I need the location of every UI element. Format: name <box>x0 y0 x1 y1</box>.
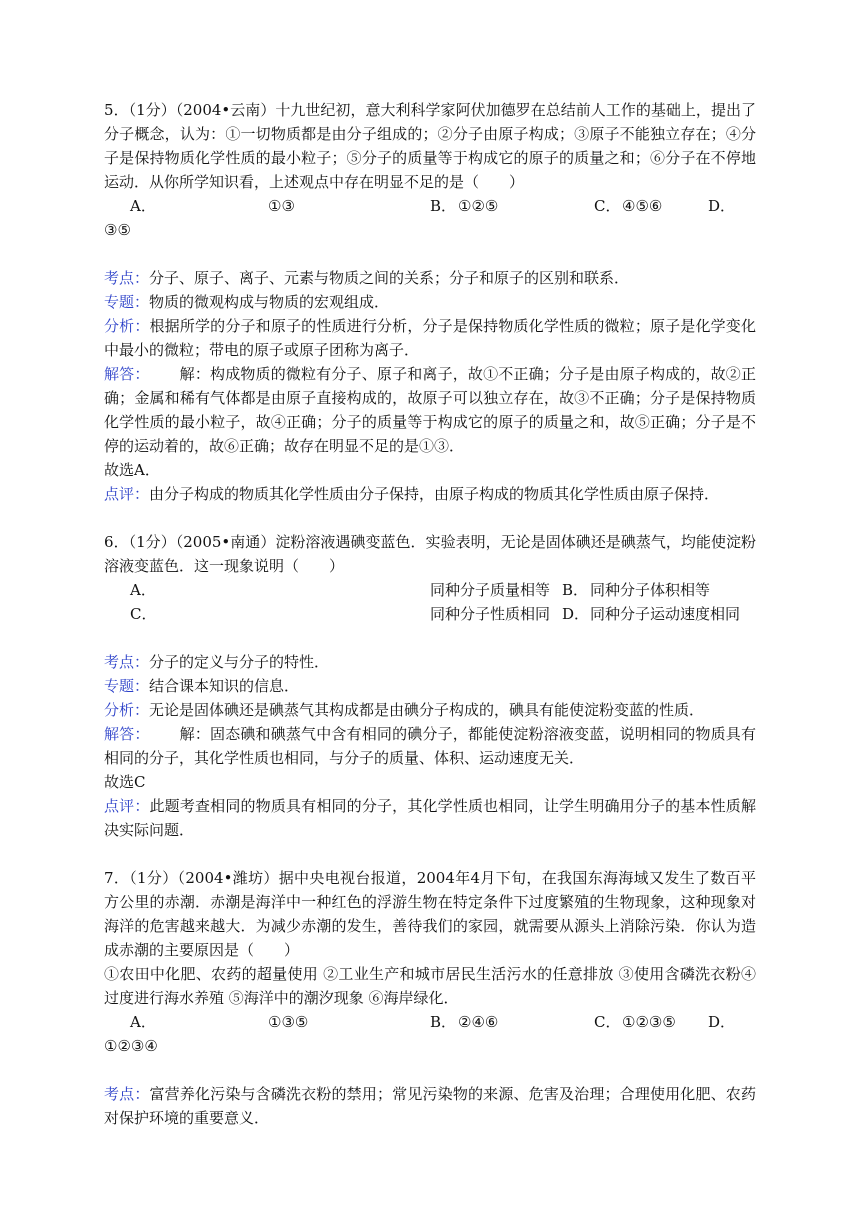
fenxi-label: 分析： <box>104 701 150 719</box>
option-b-label: B． <box>430 1013 457 1031</box>
fenxi-text: 无论是固体碘还是碘蒸气其构成都是由碘分子构成的，碘具有能使淀粉变蓝的性质． <box>149 701 705 719</box>
kaodian-label: 考点： <box>104 269 150 287</box>
dianping-label: 点评： <box>104 485 150 503</box>
question-6-options-row2 <box>104 602 756 626</box>
option-c: ①②③⑤ <box>622 1013 676 1031</box>
document-page <box>104 98 756 1130</box>
dianping-text: 由分子构成的物质其化学性质由分子保持，由原子构成的物质其化学性质由原子保持． <box>149 485 720 503</box>
q6-jieda <box>104 722 756 770</box>
q5-answer: 故选A． <box>104 461 160 479</box>
fenxi-text: 根据所学的分子和原子的性质进行分析，分子是保持物质化学性质的微粒；原子是化学变化中最小的微粒；带电的原子或原子团称为离子． <box>104 317 756 359</box>
question-6-stem: 6．（1分）（2005•南通）淀粉溶液遇碘变蓝色．实验表明，无论是固体碘还是碘蒸气，均能使淀粉溶液变蓝色．这一现象说明（ ） <box>104 533 756 575</box>
option-a-label: A． <box>130 1013 156 1031</box>
q5-fenxi <box>104 314 756 362</box>
option-c-label: C． <box>130 605 157 623</box>
option-d: ①②③④ <box>104 1037 158 1055</box>
question-5-options <box>104 194 756 218</box>
option-c: 同种分子性质相同 <box>430 605 551 623</box>
zhuanti-label: 专题： <box>104 677 150 695</box>
jieda-label: 解答： <box>104 365 150 383</box>
option-b: ①②⑤ <box>458 197 499 215</box>
zhuanti-text: 结合课本知识的信息． <box>149 677 300 695</box>
option-d-label: D． <box>708 197 736 215</box>
zhuanti-label: 专题： <box>104 293 150 311</box>
option-c-label: C． <box>594 197 621 215</box>
q6-dianping <box>104 794 756 842</box>
q7-kaodian <box>104 1082 756 1130</box>
q6-zhuanti <box>104 674 756 698</box>
option-b-label: B． <box>562 581 589 599</box>
q6-fenxi <box>104 698 756 722</box>
question-7-items: ①农田中化肥、农药的超量使用 ②工业生产和城市居民生活污水的任意排放 ③使用含磷洗衣粉④过度进行海水养殖 ⑤海洋中的潮汐现象 ⑥海岸绿化． <box>104 965 756 1007</box>
question-7-options <box>104 1010 756 1034</box>
option-b: 同种分子体积相等 <box>590 581 711 599</box>
option-d-label: D． <box>562 605 590 623</box>
option-d: 同种分子运动速度相同 <box>590 605 741 623</box>
kaodian-text: 分子的定义与分子的特性． <box>149 653 330 671</box>
question-7-stem: 7．（1分）（2004•潍坊）据中央电视台报道，2004年4月下旬，在我国东海海域又发生了数百平方公里的赤潮．赤潮是海洋中一种红色的浮游生物在特定条件下过度繁殖的生物现象，这种现象对海洋的危害越来越大．为减少赤潮的发生，善待我们的家园，就需要从源头上消除污染．你认为造成赤潮的主要原因是（ ） <box>104 869 756 959</box>
q5-zhuanti <box>104 290 756 314</box>
option-a: 同种分子质量相等 <box>430 581 551 599</box>
q5-jieda <box>104 362 756 458</box>
kaodian-text: 富营养化污染与含磷洗衣粉的禁用；常见污染物的来源、危害及治理；合理使用化肥、农药对保护环境的重要意义． <box>104 1085 756 1127</box>
fenxi-label: 分析： <box>104 317 150 335</box>
q5-dianping <box>104 482 756 506</box>
option-c: ④⑤⑥ <box>622 197 663 215</box>
option-b: ②④⑥ <box>458 1013 499 1031</box>
option-c-label: C． <box>594 1013 621 1031</box>
option-b-label: B． <box>430 197 457 215</box>
option-d: ③⑤ <box>104 221 131 239</box>
dianping-label: 点评： <box>104 797 150 815</box>
zhuanti-text: 物质的微观构成与物质的宏观组成． <box>149 293 390 311</box>
dianping-text: 此题考查相同的物质具有相同的分子，其化学性质也相同，让学生明确用分子的基本性质解决实际问题． <box>104 797 756 839</box>
q6-answer: 故选C <box>104 773 146 791</box>
question-6-options-row1 <box>104 578 756 602</box>
option-a-label: A． <box>130 581 156 599</box>
jieda-text: 解：固态碘和碘蒸气中含有相同的碘分子，都能使淀粉溶液变蓝，说明相同的物质具有相同的分子，其化学性质也相同，与分子的质量、体积、运动速度无关． <box>104 725 756 767</box>
question-5-stem: 5．（1分）（2004•云南）十九世纪初，意大利科学家阿伏加德罗在总结前人工作的基础上，提出了分子概念，认为：①一切物质都是由分子组成的；②分子由原子构成；③原子不能独立存在；④分子是保持物质化学性质的最小粒子；⑤分子的质量等于构成它的原子的质量之和；⑥分子在不停地运动．从你所学知识看，上述观点中存在明显不足的是（ ） <box>104 101 756 191</box>
jieda-text: 解：构成物质的微粒有分子、原子和离子，故①不正确；分子是由原子构成的，故②正确；金属和稀有气体都是由原子直接构成的，故原子可以独立存在，故③不正确；分子是保持物质化学性质的最小粒子，故④正确；分子的质量等于构成它的原子的质量之和，故⑤正确；分子是不停的运动着的，故⑥正确；故存在明显不足的是①③． <box>104 365 756 455</box>
question-5-options-wrap <box>104 218 756 242</box>
q5-kaodian <box>104 266 756 290</box>
jieda-label: 解答： <box>104 725 150 743</box>
kaodian-label: 考点： <box>104 1085 150 1103</box>
option-a: ①③⑤ <box>268 1013 309 1031</box>
q6-kaodian <box>104 650 756 674</box>
option-d-label: D． <box>708 1013 736 1031</box>
kaodian-label: 考点： <box>104 653 150 671</box>
option-a: ①③ <box>268 197 295 215</box>
question-7-options-wrap <box>104 1034 756 1058</box>
kaodian-text: 分子、原子、离子、元素与物质之间的关系；分子和原子的区别和联系． <box>149 269 630 287</box>
option-a-label: A． <box>130 197 156 215</box>
